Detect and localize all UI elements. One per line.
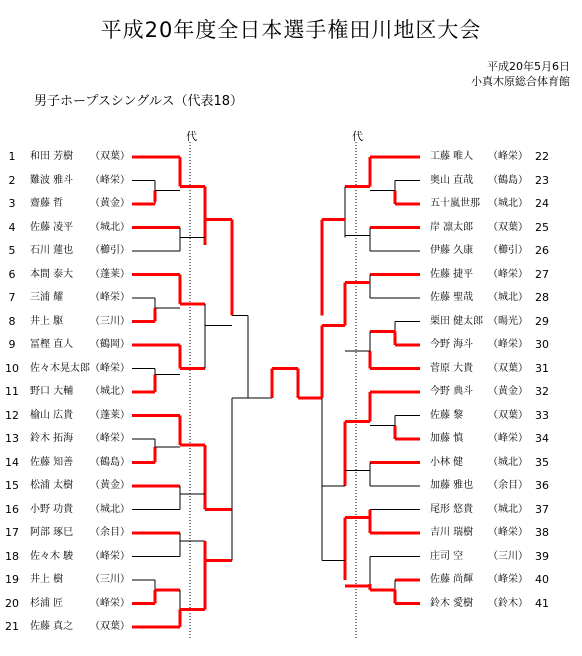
player-name: 奥山 直哉: [430, 174, 474, 186]
player-school: （城北）: [90, 386, 130, 397]
player-school: （峰栄）: [488, 574, 528, 585]
player-school: （鶴島）: [90, 456, 130, 468]
player-seed: 25: [535, 220, 549, 234]
player-name: 佐々木 駿: [30, 550, 74, 562]
player-school: （鶴岡）: [90, 339, 130, 350]
event-date: 平成20年5月6日: [487, 60, 570, 73]
player-seed: 9: [8, 338, 16, 351]
player-seed: 16: [5, 502, 19, 516]
player-name: 井上 樹: [30, 574, 64, 585]
player-name: 菅原 大貴: [430, 362, 474, 374]
player-school: （城北）: [90, 503, 130, 515]
player-seed: 14: [5, 455, 19, 469]
player-school: （峰栄）: [90, 433, 130, 444]
page-title: 平成20年度全日本選手権田川地区大会: [100, 18, 482, 42]
player-seed: 7: [8, 291, 16, 304]
player-name: 井上 駆: [30, 315, 64, 327]
player-seed: 12: [5, 408, 19, 422]
rep-mark-right: 代: [352, 130, 363, 143]
player-name: 本間 泰大: [30, 268, 74, 280]
player-school: （双葉）: [90, 151, 130, 162]
player-seed: 34: [535, 432, 549, 445]
player-seed: 8: [8, 314, 16, 328]
player-seed: 22: [535, 150, 549, 163]
player-seed: 1: [8, 150, 16, 163]
player-name: 阿部 琢巳: [30, 527, 74, 538]
player-name: 榆山 広貴: [30, 409, 74, 421]
player-school: （峰栄）: [488, 151, 528, 162]
player-seed: 28: [535, 291, 549, 304]
player-name: 佐藤 聖哉: [430, 292, 474, 303]
player-seed: 32: [535, 385, 549, 398]
player-school: （城北）: [488, 292, 528, 303]
player-school: （鈴木）: [488, 597, 528, 609]
player-school: （蓬莱）: [90, 409, 130, 421]
player-school: （峰栄）: [488, 268, 528, 280]
player-name: 佐藤 知善: [30, 456, 74, 468]
player-seed: 4: [8, 220, 16, 234]
player-name: 鈴木 愛樹: [430, 597, 474, 609]
player-seed: 18: [5, 549, 19, 563]
player-seed: 11: [5, 385, 19, 398]
player-name: 岸 凛太郎: [430, 221, 474, 233]
player-seed: 39: [535, 549, 549, 563]
player-school: （櫛引）: [90, 245, 130, 256]
player-school: （余目）: [488, 480, 528, 491]
player-seed: 41: [535, 596, 549, 610]
player-school: （城北）: [488, 198, 528, 209]
player-school: （峰栄）: [488, 433, 528, 444]
player-seed: 6: [8, 267, 16, 281]
player-seed: 40: [535, 573, 549, 586]
player-name: 佐藤 尚輝: [430, 574, 474, 585]
player-name: 栗田 健太郎: [430, 315, 484, 327]
player-seed: 3: [8, 197, 16, 210]
player-seed: 2: [8, 173, 16, 187]
player-seed: 30: [535, 338, 549, 351]
player-school: （蓬莱）: [90, 268, 130, 280]
player-school: （双葉）: [488, 221, 528, 233]
player-seed: 5: [8, 244, 16, 257]
player-school: （黄金）: [90, 198, 130, 209]
player-seed: 36: [535, 479, 549, 492]
player-name: 佐藤 凌平: [30, 221, 74, 233]
player-name: 冨樫 直人: [30, 339, 74, 350]
player-name: 佐藤 捷平: [430, 268, 474, 280]
player-school: （双葉）: [90, 621, 130, 632]
player-name: 佐藤 真之: [30, 621, 74, 632]
player-seed: 38: [535, 526, 549, 539]
rep-mark-left: 代: [186, 130, 197, 143]
player-name: 加藤 慎: [430, 433, 464, 444]
player-school: （峰栄）: [90, 292, 130, 303]
player-school: （峰栄）: [90, 597, 130, 609]
player-seed: 20: [5, 596, 19, 610]
player-seed: 23: [535, 173, 549, 187]
player-seed: 29: [535, 314, 549, 328]
player-name: 尾形 悠貴: [430, 503, 474, 515]
player-school: （余目）: [90, 527, 130, 538]
player-seed: 35: [535, 455, 549, 469]
event-venue: 小真木原総合体育館: [471, 75, 570, 88]
player-name: 杉浦 匠: [30, 597, 64, 609]
player-school: （黄金）: [488, 386, 528, 397]
player-name: 鈴木 拓海: [30, 433, 74, 444]
player-seed: 27: [535, 267, 549, 281]
player-school: （峰栄）: [90, 550, 130, 562]
player-name: 工藤 唯人: [430, 151, 474, 162]
player-name: 吉川 瑞樹: [430, 527, 474, 538]
player-school: （鶴島）: [488, 174, 528, 186]
player-name: 齋藤 哲: [30, 198, 64, 209]
player-school: （峰栄）: [488, 339, 528, 350]
player-seed: 13: [5, 432, 19, 445]
player-name: 小野 功貴: [30, 503, 74, 515]
player-name: 今野 典斗: [430, 386, 474, 397]
player-seed: 17: [5, 526, 19, 539]
player-seed: 24: [535, 197, 549, 210]
player-seed: 19: [5, 573, 19, 586]
player-school: （双葉）: [488, 362, 528, 374]
player-school: （峰栄）: [90, 174, 130, 186]
player-school: （三川）: [90, 315, 130, 327]
player-seed: 33: [535, 408, 549, 422]
player-name: 和田 芳樹: [30, 151, 74, 162]
player-name: 野口 大輔: [30, 386, 74, 397]
player-school: （城北）: [90, 221, 130, 233]
player-seed: 21: [5, 620, 19, 633]
player-seed: 37: [535, 502, 549, 516]
player-name: 小林 健: [430, 456, 464, 468]
player-seed: 26: [535, 244, 549, 257]
player-school: （櫛引）: [488, 245, 528, 256]
player-school: （城北）: [488, 503, 528, 515]
player-school: （三川）: [488, 550, 528, 562]
player-name: 難波 雅斗: [30, 174, 74, 186]
player-name: 石川 蓮也: [30, 245, 74, 256]
player-school: （三川）: [90, 574, 130, 585]
player-name: 五十嵐世那: [430, 198, 480, 209]
player-name: 佐々木晃太郎: [30, 362, 90, 374]
player-school: （黄金）: [90, 480, 130, 491]
player-school: （城北）: [488, 456, 528, 468]
player-name: 三浦 耀: [30, 292, 64, 303]
player-name: 庄司 空: [430, 550, 464, 562]
event-name: 男子ホープスシングルス（代表18）: [34, 94, 244, 109]
player-name: 今野 海斗: [430, 339, 474, 350]
player-name: 佐藤 黎: [430, 409, 464, 421]
player-school: （峰栄）: [488, 527, 528, 538]
player-name: 伊藤 久康: [430, 245, 474, 256]
player-seed: 10: [5, 361, 19, 375]
player-seed: 15: [5, 479, 19, 492]
player-school: （双葉）: [488, 409, 528, 421]
player-school: （暘光）: [488, 315, 528, 327]
player-school: （峰栄）: [90, 362, 130, 374]
player-seed: 31: [535, 361, 549, 375]
player-name: 加藤 雅也: [430, 480, 474, 491]
player-name: 松浦 太樹: [30, 480, 74, 491]
